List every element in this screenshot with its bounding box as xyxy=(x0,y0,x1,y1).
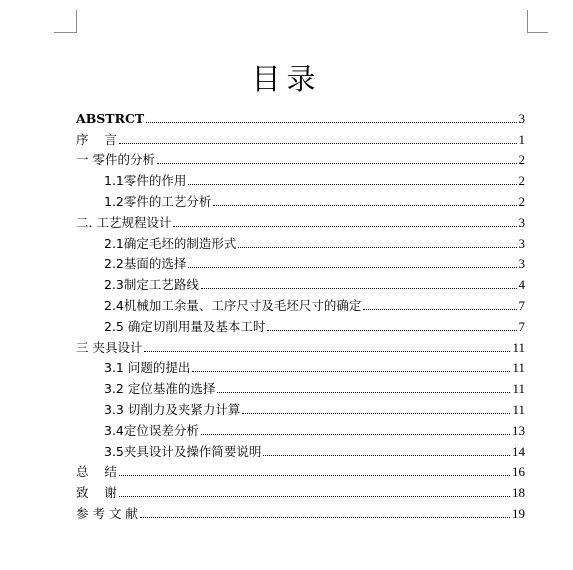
crop-mark-top-right xyxy=(527,10,548,33)
toc-entry-label: 总 结 xyxy=(76,464,117,480)
toc-entry-label: 二. 工艺规程设计 xyxy=(76,214,172,230)
toc-entry[interactable] xyxy=(76,334,525,355)
toc-entry-page-number: 14 xyxy=(512,443,525,459)
toc-dot-leader xyxy=(188,267,516,268)
toc-dot-leader xyxy=(363,309,516,310)
toc-entry-page-number: 7 xyxy=(518,297,525,313)
toc-dot-leader xyxy=(263,455,510,456)
toc-dot-leader xyxy=(119,143,517,144)
toc-title: 目录 xyxy=(251,62,322,97)
toc-dot-leader xyxy=(119,475,510,476)
toc-entry-page-number: 2 xyxy=(518,173,525,189)
toc-entry[interactable] xyxy=(76,105,525,126)
toc-entry[interactable] xyxy=(76,500,525,521)
toc-entry-page-number: 16 xyxy=(512,464,525,480)
toc-dot-leader xyxy=(173,226,516,227)
toc-entry-label: 致 谢 xyxy=(76,485,117,501)
toc-dot-leader xyxy=(188,184,516,185)
toc-entry-page-number: 11 xyxy=(512,381,525,397)
toc-entry-page-number: 18 xyxy=(512,485,525,501)
toc-dot-leader xyxy=(140,517,510,518)
toc-entry[interactable] xyxy=(76,479,525,500)
toc-entry[interactable] xyxy=(76,438,525,459)
toc-entry-page-number: 3 xyxy=(518,235,525,251)
toc-entry-label: 1.2零件的工艺分析 xyxy=(104,193,212,209)
toc-entry[interactable] xyxy=(76,292,525,313)
toc-entry[interactable] xyxy=(76,251,525,272)
toc-dot-leader xyxy=(144,351,510,352)
toc-entry[interactable] xyxy=(76,126,525,147)
toc-entry-page-number: 7 xyxy=(518,318,525,334)
toc-dot-leader xyxy=(242,413,510,414)
toc-dot-leader xyxy=(157,163,517,164)
toc-dot-leader xyxy=(192,371,510,372)
toc-dot-leader xyxy=(201,288,517,289)
toc-entry-page-number: 11 xyxy=(512,360,525,376)
toc-entry-label: 3.2 定位基准的选择 xyxy=(104,381,216,397)
toc-entry[interactable] xyxy=(76,355,525,376)
toc-entry-label: 3.4定位误差分析 xyxy=(104,422,199,438)
toc-dot-leader xyxy=(267,330,516,331)
toc-entry[interactable] xyxy=(76,209,525,230)
toc-dot-leader xyxy=(119,496,510,497)
toc-entry[interactable] xyxy=(76,271,525,292)
toc-entry-label: 2.1确定毛坯的制造形式 xyxy=(104,235,237,251)
toc-entry-page-number: 11 xyxy=(512,401,525,417)
toc-entry-label: ABSTRCT xyxy=(76,110,145,126)
toc-entry-label: 序 言 xyxy=(76,131,117,147)
toc-entry-page-number: 19 xyxy=(512,505,525,521)
toc-entry-label: 3.5夹具设计及操作简要说明 xyxy=(104,443,262,459)
toc-entry[interactable] xyxy=(76,313,525,334)
table-of-contents xyxy=(76,105,525,521)
toc-entry-label: 1.1零件的作用 xyxy=(104,173,187,189)
toc-dot-leader xyxy=(213,205,516,206)
toc-entry[interactable] xyxy=(76,230,525,251)
toc-entry-label: 3.1 问题的提出 xyxy=(104,360,191,376)
toc-entry-label: 2.4机械加工余量、工序尺寸及毛坯尺寸的确定 xyxy=(104,297,362,313)
toc-entry[interactable] xyxy=(76,459,525,480)
toc-entry[interactable] xyxy=(76,396,525,417)
toc-entry[interactable] xyxy=(76,167,525,188)
toc-entry-label: 参 考 文 献 xyxy=(76,505,138,521)
toc-entry-page-number: 3 xyxy=(518,110,525,126)
toc-dot-leader xyxy=(238,247,516,248)
toc-entry-label: 一 零件的分析 xyxy=(76,152,155,168)
toc-entry-label: 2.3制定工艺路线 xyxy=(104,277,199,293)
toc-entry-page-number: 2 xyxy=(518,152,525,168)
toc-entry[interactable] xyxy=(76,417,525,438)
toc-entry-label: 2.2基面的选择 xyxy=(104,256,187,272)
toc-entry-label: 2.5 确定切削用量及基本工时 xyxy=(104,318,266,334)
toc-entry[interactable] xyxy=(76,147,525,168)
toc-entry-page-number: 13 xyxy=(512,422,525,438)
toc-entry-page-number: 3 xyxy=(518,214,525,230)
toc-entry-label: 3.3 切削力及夹紧力计算 xyxy=(104,401,241,417)
toc-entry[interactable] xyxy=(76,375,525,396)
toc-entry-page-number: 11 xyxy=(512,339,525,355)
toc-entry-page-number: 3 xyxy=(518,256,525,272)
toc-entry-page-number: 1 xyxy=(518,131,525,147)
toc-dot-leader xyxy=(201,434,510,435)
toc-dot-leader xyxy=(217,392,510,393)
toc-entry-page-number: 4 xyxy=(518,277,525,293)
toc-entry-page-number: 2 xyxy=(518,193,525,209)
crop-mark-top-left xyxy=(54,10,77,33)
toc-dot-leader xyxy=(146,122,516,123)
toc-entry-label: 三 夹具设计 xyxy=(76,339,143,355)
toc-entry[interactable] xyxy=(76,188,525,209)
